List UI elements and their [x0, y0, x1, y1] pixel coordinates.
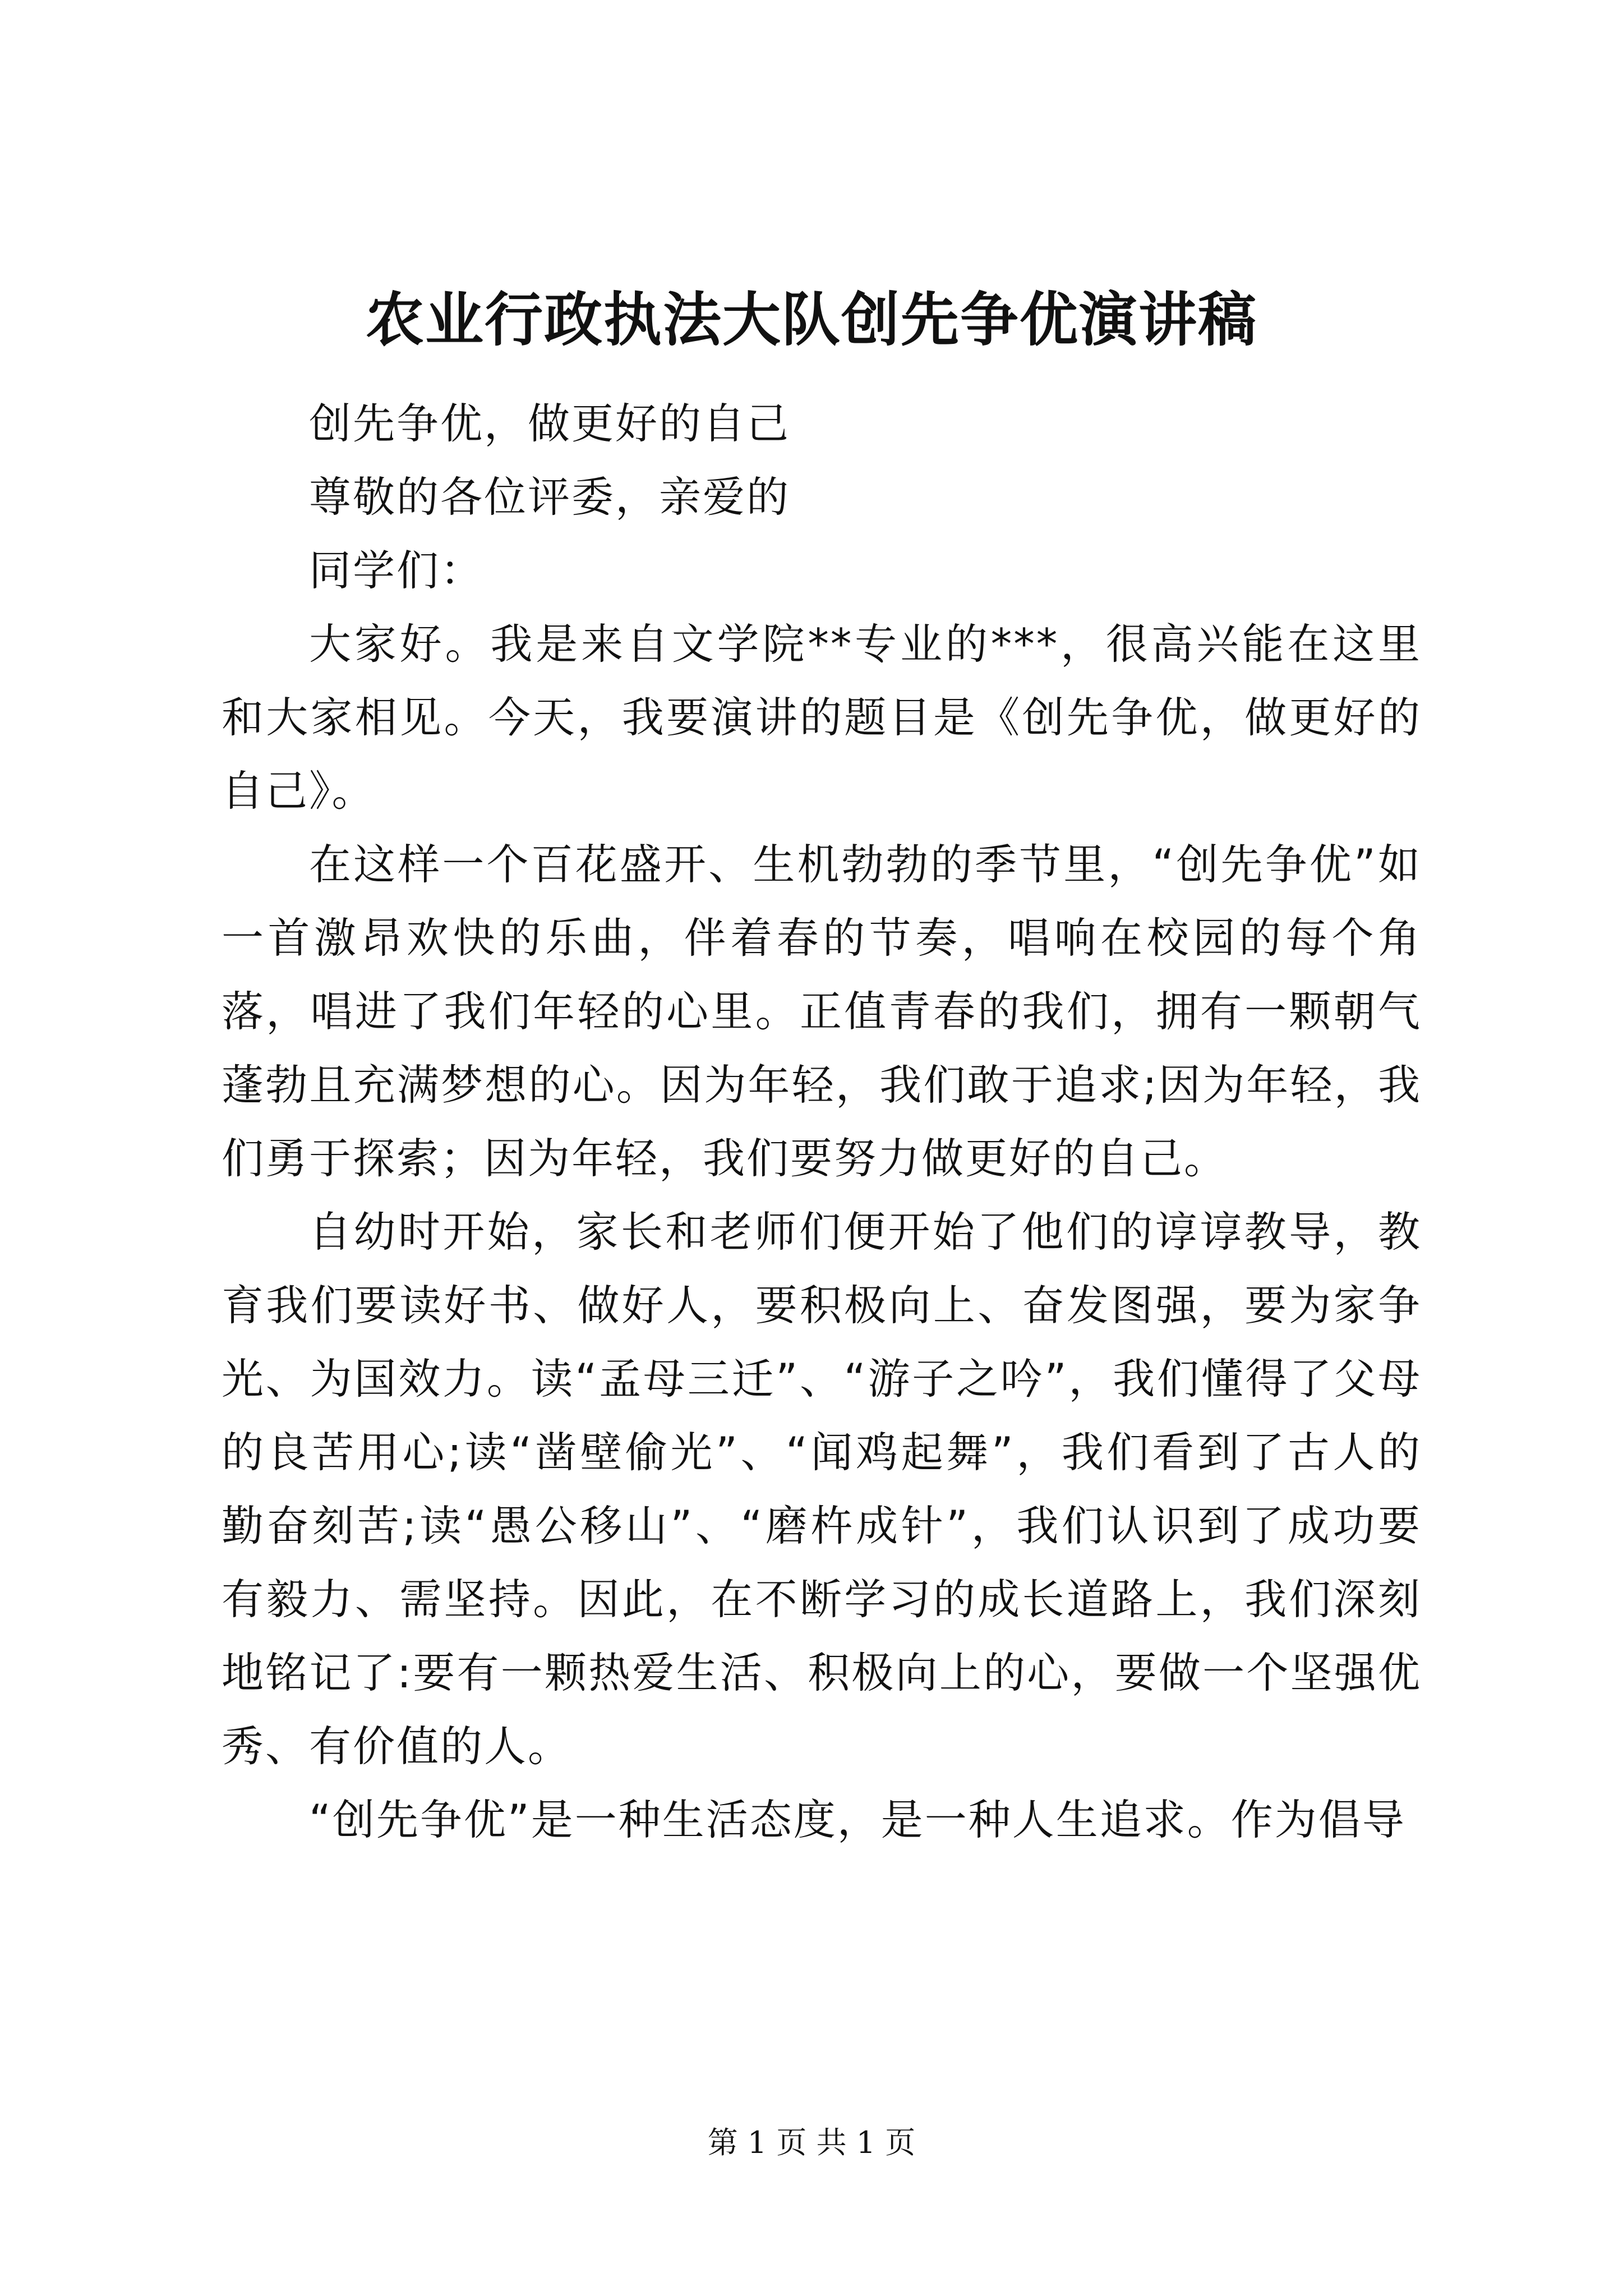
- page-footer: 第 1 页 共 1 页: [707, 2125, 916, 2160]
- paragraph-body: 在这样一个百花盛开、生机勃勃的季节里，“创先争优”如一首激昂欢快的乐曲，伴着春的节奏，唱响在校园的每个角落，唱进了我们年轻的心里。正值青春的我们，拥有一颗朝气蓬勃且充满梦想的心。因为年轻，我们敢于追求;因为年轻，我们勇于探索；因为年轻，我们要努力做更好的自己。: [222, 840, 1422, 1183]
- paragraph-subtitle: 创先争优，做更好的自己: [309, 399, 791, 448]
- paragraph-greeting: 大家好。我是来自文学院**专业的***，很高兴能在这里和大家相见。今天，我要演讲的题目是《创先争优，做更好的自己》。: [222, 619, 1422, 816]
- document-body: [222, 387, 1422, 1857]
- document-title: 农业行政执法大队创先争优演讲稿: [365, 285, 1257, 354]
- paragraph-body: 自幼时开始，家长和老师们便开始了他们的谆谆教导，教育我们要读好书、做好人，要积极向上、奋发图强，要为家争光、为国效力。读“孟母三迁”、“游子之吟”，我们懂得了父母的良苦用心;读“凿壁偷光”、“闻鸡起舞”，我们看到了古人的勤奋刻苦;读“愚公移山”、“磨杵成针”，我们认识到了成功要有毅力、需坚持。因此，在不断学习的成长道路上，我们深刻地铭记了:要有一颗热爱生活、积极向上的心，要做一个坚强优秀、有价值的人。: [222, 1207, 1422, 1771]
- paragraph-body: “创先争优”是一种生活态度，是一种人生追求。作为倡导: [309, 1795, 1406, 1844]
- paragraph-salutation-continued: 同学们：: [309, 546, 485, 595]
- paragraph-salutation: 尊敬的各位评委，亲爱的: [309, 472, 791, 522]
